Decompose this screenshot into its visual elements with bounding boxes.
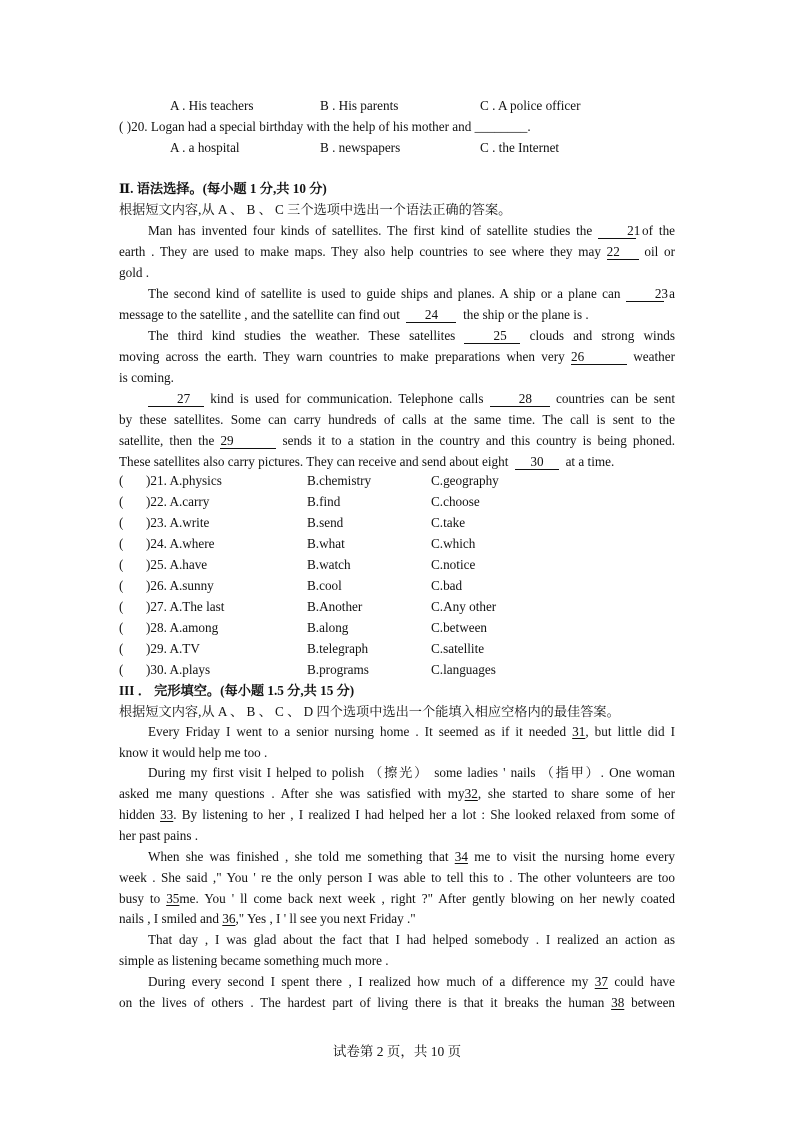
option-b: B.cool: [307, 578, 342, 593]
passage-line: earth . They are used to make maps. They also help countries to see where they may 22 oil or: [119, 244, 676, 259]
passage-line: gold .: [119, 265, 150, 280]
passage-line: Man has invented four kinds of satellites. The first kind of satellite studies the 21 of the: [148, 223, 676, 238]
answer-bracket: ( ): [119, 119, 132, 134]
answer-bracket: (: [119, 662, 124, 677]
answer-bracket: (: [119, 536, 124, 551]
question-item: )28. A.among: [146, 620, 219, 635]
passage-line: 27 kind is used for communication. Telephone calls 28 countries can be sent: [119, 390, 675, 408]
option-c: C.take: [431, 515, 466, 530]
passage-line: know it would help me too .: [119, 745, 268, 760]
passage-line: her past pains .: [119, 828, 199, 843]
answer-bracket: (: [119, 578, 124, 593]
answer-bracket: (: [119, 599, 124, 614]
passage-line: satellite, then the 29 sends it to a station in the country and this country is being phoned.: [119, 433, 676, 448]
option-c: C.languages: [431, 662, 496, 677]
option-c: C.geography: [431, 473, 499, 488]
answer-blank: 34: [454, 849, 468, 864]
passage-line: message to the satellite , and the satellite can find out 24 the ship or the plane is .: [119, 307, 589, 322]
answer-blank: 22: [607, 245, 639, 260]
question-item: )29. A.TV: [146, 641, 200, 656]
answer-blank: 29: [220, 434, 276, 449]
answer-blank: 31: [572, 724, 586, 739]
answer-blank: 37: [594, 974, 608, 989]
page-footer: 试卷第 2 页，共 10 页: [332, 1044, 462, 1059]
answer-blank: 24: [406, 308, 456, 323]
passage-line: The second kind of satellite is used to guide ships and planes. A ship or a plane can 23 a: [148, 286, 676, 301]
q20-option-c: C . the Internet: [480, 140, 560, 155]
option-b: B.programs: [307, 662, 369, 677]
option-c: C.between: [431, 620, 488, 635]
answer-bracket: (: [119, 557, 124, 572]
passage-line: simple as listening became something much more .: [119, 953, 389, 968]
q20-option-b: B . newspapers: [320, 140, 401, 155]
answer-blank: 23: [626, 287, 664, 302]
answer-blank: 21: [598, 224, 636, 239]
option-b: B.send: [307, 515, 344, 530]
option-c: C.bad: [431, 578, 463, 593]
q20-option-a: A . a hospital: [170, 140, 240, 155]
question-item: )25. A.have: [146, 557, 208, 572]
answer-bracket: (: [119, 494, 124, 509]
answer-blank: 30: [515, 455, 559, 470]
section-instruction: 根据短文内容,从 A 、 B 、 C 三个选项中选出一个语法正确的答案。: [119, 202, 512, 217]
passage-line: Every Friday I went to a senior nursing home . It seemed as if it needed 31, but little did I: [148, 724, 676, 739]
answer-blank: 26: [571, 350, 627, 365]
section-title: III ． 完形填空。(每小题 1.5 分,共 15 分): [119, 683, 355, 698]
question-item: )30. A.plays: [146, 662, 211, 677]
answer-blank: 35: [166, 891, 180, 906]
option-b: B.Another: [307, 599, 363, 614]
option-b: B.telegraph: [307, 641, 369, 656]
passage-line: by these satellites. Some can carry hundreds of calls at the same time. The call is sent to the: [119, 412, 675, 427]
answer-blank: 27: [148, 392, 204, 407]
option-b: B.along: [307, 620, 349, 635]
answer-blank: 25: [464, 329, 520, 344]
passage-line: hidden 33. By listening to her , I realized I had helped her a lot : She looked relaxed from some of: [119, 807, 675, 822]
passage-line: These satellites also carry pictures. They can receive and send about eight 30 at a time.: [119, 454, 615, 469]
answer-blank: 28: [490, 392, 550, 407]
option-c: C.which: [431, 536, 476, 551]
answer-blank: 33: [160, 807, 174, 822]
passage-line: moving across the earth. They warn countries to make preparations when very 26 weather: [119, 349, 676, 364]
option-b: B.what: [307, 536, 345, 551]
passage-line: During my first visit I helped to polish （擦光） some ladies ' nails （指甲）. One woman: [148, 765, 675, 780]
q19-option-a: A . His teachers: [170, 98, 254, 113]
option-c: C.notice: [431, 557, 476, 572]
answer-bracket: (: [119, 641, 124, 656]
option-c: C.satellite: [431, 641, 485, 656]
answer-bracket: (: [119, 473, 124, 488]
passage-line: During every second I spent there , I realized how much of a difference my 37 could have: [148, 974, 675, 989]
section-instruction: 根据短文内容,从 A 、 B 、 C 、 D 四个选项中选出一个能填入相应空格内的最佳答案。: [119, 704, 620, 719]
question-item: )23. A.write: [146, 515, 210, 530]
question-item: )21. A.physics: [146, 473, 222, 488]
section-title: Ⅱ. 语法选择。(每小题 1 分,共 10 分): [119, 181, 327, 196]
q19-option-c: C . A police officer: [480, 98, 581, 113]
passage-line: nails , I smiled and 36," Yes , I ' ll see you next Friday .": [119, 911, 416, 926]
passage-line: That day , I was glad about the fact that I had helped somebody . I realized an action as: [148, 932, 675, 947]
option-c: C.Any other: [431, 599, 497, 614]
q20-stem: ( )20. Logan had a special birthday with the help of his mother and ________.: [119, 119, 531, 134]
passage-line: asked me many questions . After she was satisfied with my32, she started to share some of her: [119, 786, 675, 801]
question-item: )27. A.The last: [146, 599, 225, 614]
answer-blank: ________: [474, 119, 528, 134]
answer-bracket: (: [119, 515, 124, 530]
option-b: B.find: [307, 494, 341, 509]
option-c: C.choose: [431, 494, 480, 509]
passage-line: The third kind studies the weather. These satellites 25 clouds and strong winds: [148, 328, 676, 343]
q19-option-b: B . His parents: [320, 98, 399, 113]
passage-line: busy to 35me. You ' ll come back next week , right ?" After gently blowing on her newly coated: [119, 891, 675, 906]
answer-bracket: (: [119, 620, 124, 635]
question-item: )26. A.sunny: [146, 578, 214, 593]
answer-blank: 36: [222, 911, 236, 926]
question-item: )22. A.carry: [146, 494, 210, 509]
passage-line: When she was finished , she told me something that 34 me to visit the nursing home every: [148, 849, 676, 864]
answer-blank: 32: [464, 786, 478, 801]
question-item: )24. A.where: [146, 536, 215, 551]
option-b: B.watch: [307, 557, 351, 572]
passage-line: week . She said ," You ' re the only person I was able to tell this to . The other volunteers are too: [119, 870, 675, 885]
option-b: B.chemistry: [307, 473, 372, 488]
passage-line: on the lives of others . The hardest part of living there is that it breaks the human 38 between: [119, 995, 676, 1010]
answer-blank: 38: [611, 995, 625, 1010]
passage-line: is coming.: [119, 370, 174, 385]
